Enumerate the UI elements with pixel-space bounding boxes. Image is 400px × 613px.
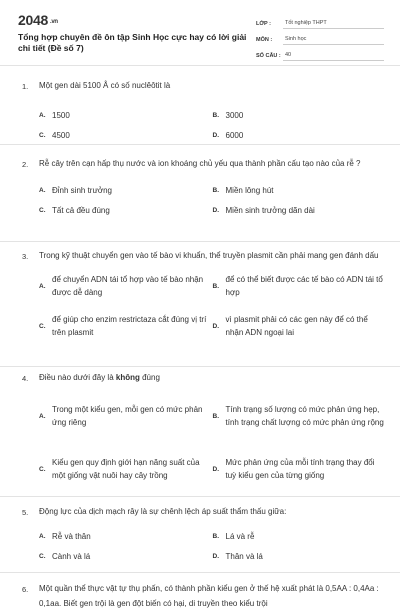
meta-row-grade: LỚP : Tốt nghiệp THPT <box>256 13 384 29</box>
options <box>39 523 386 563</box>
question-4 <box>0 367 400 497</box>
option-c[interactable]: C. Cành và lá <box>39 551 91 561</box>
option-a[interactable]: A. để chuyển ADN tái tổ hợp vào tế bào nhận được dễ dàng <box>39 275 204 297</box>
option-b[interactable]: B. 3000 <box>212 110 244 120</box>
option-c[interactable]: C. Tất cả đều đúng <box>39 205 110 215</box>
option-a[interactable]: A. Rễ và thân <box>39 531 91 541</box>
question-number: 4. <box>22 374 29 383</box>
options <box>39 102 386 142</box>
option-d[interactable]: D. Thân và lá <box>212 551 263 561</box>
question-text: Rễ cây trên cạn hấp thụ nước và ion khoáng chủ yếu qua thành phần cấu tạo nào của rễ ? <box>39 159 361 168</box>
question-text: Trong kỹ thuật chuyển gen vào tế bào vi khuẩn, thể truyền plasmit cần phải mang gen đánh dấu <box>39 251 379 260</box>
question-text: Động lực của dịch mạch rây là sự chênh lệch áp suất thẩm thấu giữa: <box>39 507 287 516</box>
question-text: Một gen dài 5100 Å có số nuclêôtit là <box>39 81 171 90</box>
question-number: 6. <box>22 585 29 594</box>
option-b[interactable]: B. Tính trạng số lượng có mức phản ứng hẹp, tính trạng chất lượng có mức phản ứng rộng <box>212 405 384 427</box>
question-number: 2. <box>22 160 29 169</box>
option-a[interactable]: A. Đỉnh sinh trưởng <box>39 186 112 195</box>
site-logo[interactable]: 2048 $^{.vn}$ <box>18 12 58 28</box>
option-b[interactable]: B. Miền lông hút <box>212 186 274 195</box>
option-a[interactable]: A. 1500 <box>39 110 70 120</box>
document-meta <box>256 13 384 61</box>
meta-row-subject: MÔN : Sinh học <box>256 29 384 45</box>
options <box>39 266 386 346</box>
question-3 <box>0 242 400 367</box>
meta-row-count: SỐ CÂU : 40 <box>256 45 384 61</box>
question-5 <box>0 497 400 573</box>
question-2 <box>0 145 400 242</box>
question-text: Một quần thể thực vật tự thụ phấn, có thành phần kiểu gen ở thế hệ xuất phát là 0,5AA : 0,4Aa : 0,1aa. Biết gen trội là gen đột biến có hại, di truyền theo kiểu trội <box>39 584 379 608</box>
options <box>39 389 386 495</box>
option-d[interactable]: D. vì plasmit phải có các gen này để có thể nhận ADN ngoại lai <box>212 315 368 337</box>
option-c[interactable]: C. 4500 <box>39 130 70 140</box>
page-header <box>0 0 400 66</box>
option-c[interactable]: C. Kiểu gen quy định giới hạn năng suất của một giống vật nuôi hay cây trồng <box>39 458 200 480</box>
question-number: 5. <box>22 508 29 517</box>
option-c[interactable]: C. để giúp cho enzim restrictaza cắt đúng vị trí trên plasmit <box>39 315 207 337</box>
question-number: 3. <box>22 252 29 261</box>
question-1 <box>0 66 400 145</box>
question-number: 1. <box>22 82 29 91</box>
option-b[interactable]: B. để có thể biết được các tế bào có ADN tái tổ hợp <box>212 275 383 297</box>
option-a[interactable]: A. Trong một kiểu gen, mỗi gen có mức phản ứng riêng <box>39 405 203 427</box>
option-d[interactable]: D. Miền sinh trưởng dãn dài <box>212 205 315 215</box>
option-d[interactable]: D. Mức phản ứng của mỗi tính trạng thay đổi tuỳ kiểu gen của từng giống <box>212 458 375 480</box>
document-title: Tổng hợp chuyên đề ôn tập Sinh Học cực hay có lời giải chi tiết (Đề số 7) <box>18 32 247 53</box>
options <box>39 178 386 217</box>
question-text: Điều nào dưới đây là không đúng <box>39 373 160 382</box>
question-6 <box>0 573 400 613</box>
option-d[interactable]: D. 6000 <box>212 130 244 140</box>
option-b[interactable]: B. Lá và rễ <box>212 531 255 541</box>
